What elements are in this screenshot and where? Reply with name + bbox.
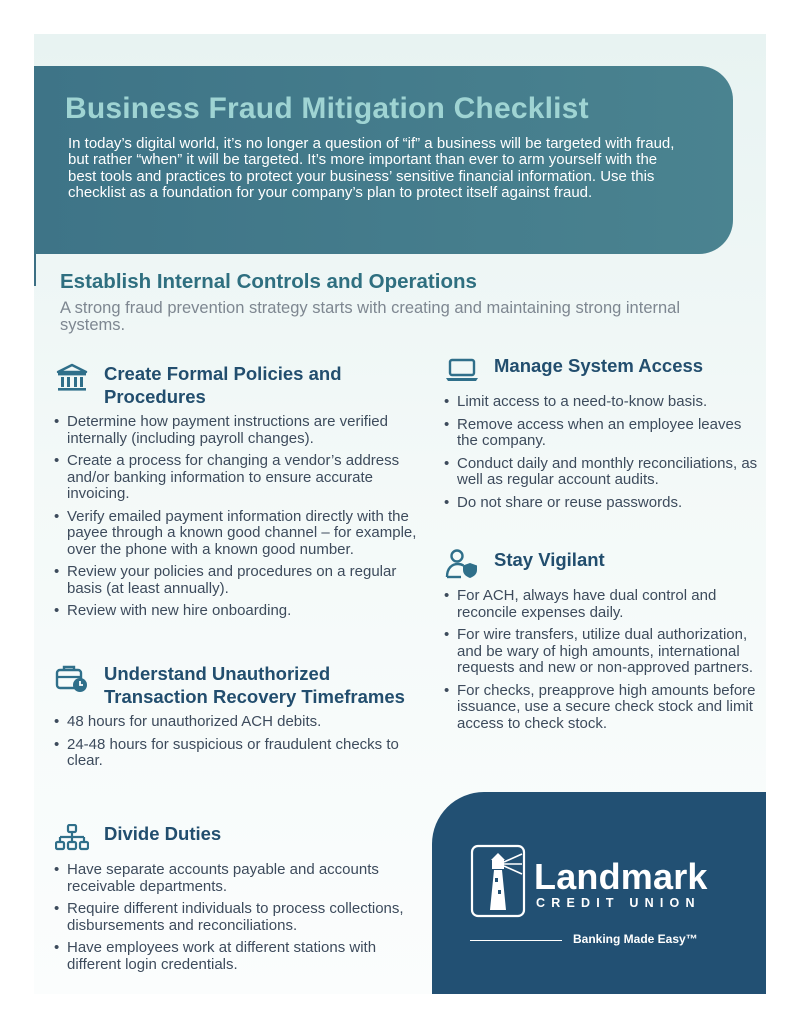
list-item: • 24-48 hours for suspicious or fraudulent checks to clear. bbox=[54, 737, 414, 770]
divider bbox=[470, 940, 562, 941]
briefcase-clock-icon bbox=[54, 660, 90, 696]
block-title: Stay Vigilant bbox=[494, 549, 605, 570]
list-item: • For ACH, always have dual control and reconcile expenses daily. bbox=[444, 588, 764, 621]
checklist-page bbox=[34, 34, 766, 994]
user-shield-icon bbox=[444, 546, 480, 582]
section-subtitle: A strong fraud prevention strategy starts with creating and maintaining strong internal systems. bbox=[60, 299, 681, 334]
list-item: • Limit access to a need-to-know basis. bbox=[444, 394, 764, 411]
bullet-list bbox=[54, 714, 414, 770]
brand-tagline: Banking Made Easy™ bbox=[573, 932, 698, 946]
list-item: • Review your policies and procedures on a regular basis (at least annually). bbox=[54, 564, 424, 597]
list-item: • Have employees work at different stations with different login credentials. bbox=[54, 940, 414, 973]
list-item: • 48 hours for unauthorized ACH debits. bbox=[54, 714, 414, 731]
block-policies bbox=[54, 360, 424, 626]
block-recovery bbox=[54, 660, 414, 776]
section-title: Establish Internal Controls and Operations bbox=[60, 270, 477, 293]
block-vigilant bbox=[444, 546, 764, 738]
list-item: • For wire transfers, utilize dual authorization, and be wary of high amounts, international requests and new or non-approved partners. bbox=[444, 627, 764, 677]
bullet-list bbox=[54, 414, 424, 620]
list-item: • Review with new hire onboarding. bbox=[54, 603, 424, 620]
block-access bbox=[444, 352, 764, 517]
bullet-list bbox=[444, 394, 764, 511]
block-title: Divide Duties bbox=[104, 823, 222, 844]
list-item: • Verify emailed payment information directly with the payee through a known good channel – for example, over the phone with a known good number. bbox=[54, 509, 424, 559]
bullet-list bbox=[54, 862, 414, 973]
block-duties bbox=[54, 820, 414, 979]
block-header bbox=[444, 546, 764, 582]
list-item: • Require different individuals to process collections, disbursements and reconciliations. bbox=[54, 901, 414, 934]
bullet-list bbox=[444, 588, 764, 732]
brand-box bbox=[432, 792, 766, 994]
list-item: • Create a process for changing a vendor’s address and/or banking information to ensure accurate invoicing. bbox=[54, 453, 424, 503]
org-chart-icon bbox=[54, 820, 90, 856]
bank-icon bbox=[54, 360, 90, 396]
lighthouse-icon bbox=[470, 844, 526, 918]
list-item: • Determine how payment instructions are verified internally (including payroll changes). bbox=[54, 414, 424, 447]
block-title: Understand Unauthorized Transaction Recovery Timeframes bbox=[104, 663, 405, 707]
block-header bbox=[444, 352, 764, 388]
page-title: Business Fraud Mitigation Checklist bbox=[65, 92, 589, 125]
brand-subname: CREDIT UNION bbox=[536, 896, 701, 910]
hero-banner bbox=[34, 66, 733, 254]
block-header bbox=[54, 660, 414, 708]
intro-text: In today’s digital world, it’s no longer a question of “if” a business will be targeted with fraud, but rather “when” it will be targeted. It’s more important than ever to arm yourself with the best tools and practices to protect your business’ sensitive financial information. Use this checklist as a foundation for your company’s plan to protect itself against fraud. bbox=[68, 135, 675, 202]
brand-name: Landmark bbox=[534, 856, 708, 897]
block-header bbox=[54, 820, 414, 856]
list-item: • Do not share or reuse passwords. bbox=[444, 495, 764, 512]
list-item: • For checks, preapprove high amounts before issuance, use a secure check stock and limit access to check stock. bbox=[444, 683, 764, 733]
block-title: Create Formal Policies and Procedures bbox=[104, 363, 342, 407]
list-item: • Remove access when an employee leaves the company. bbox=[444, 417, 764, 450]
block-title: Manage System Access bbox=[494, 355, 704, 376]
laptop-icon bbox=[444, 352, 480, 388]
list-item: • Have separate accounts payable and accounts receivable departments. bbox=[54, 862, 414, 895]
list-item: • Conduct daily and monthly reconciliations, as well as regular account audits. bbox=[444, 456, 764, 489]
block-header bbox=[54, 360, 424, 408]
